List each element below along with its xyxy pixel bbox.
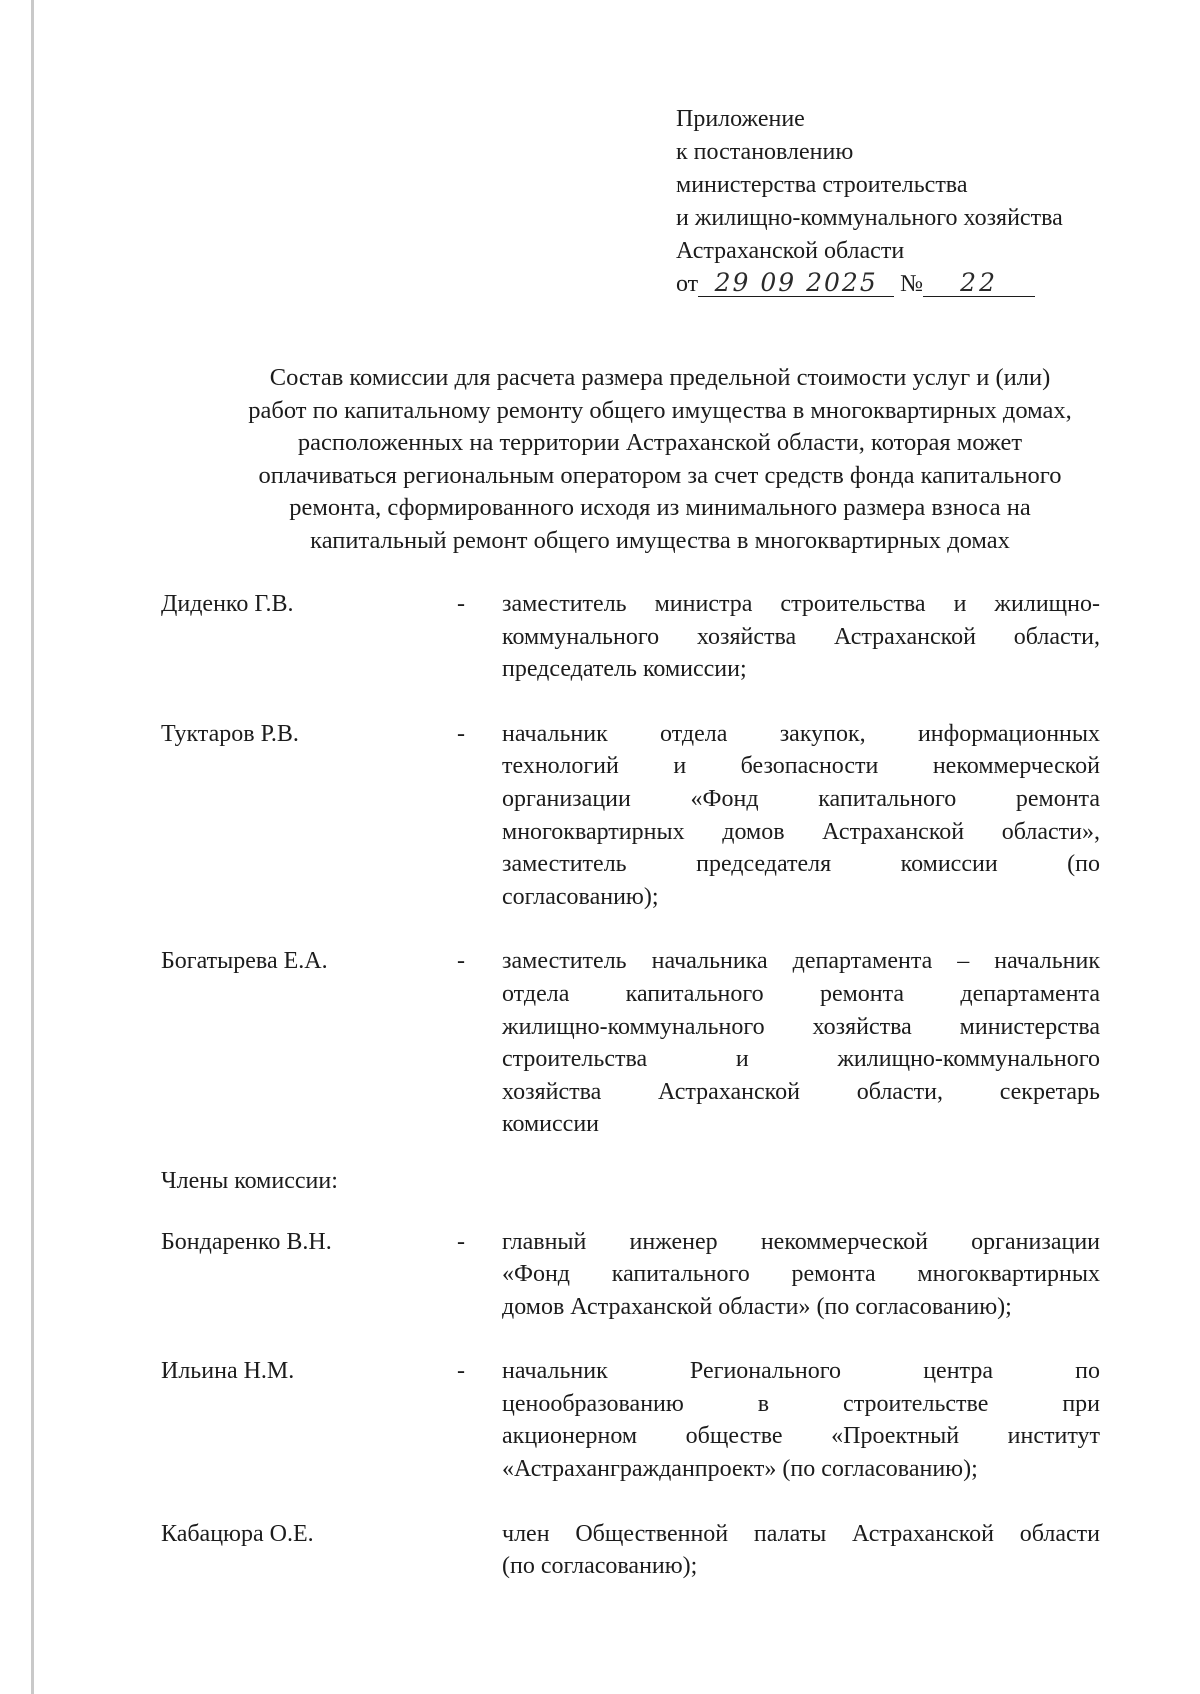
role-line: жилищно-коммунального хозяйства министерства (502, 1013, 1100, 1040)
member-name: Богатырева Е.А. (161, 948, 328, 975)
role-line: (по согласованию); (502, 1553, 698, 1580)
member-dash: - (457, 1228, 465, 1255)
role-line: член Общественной палаты Астраханской области (502, 1520, 1100, 1547)
member-name: Кабацюра О.Е. (161, 1520, 314, 1547)
role-line: акционерном обществе «Проектный институт (502, 1423, 1100, 1450)
member-role (502, 945, 1100, 1141)
member-name: Туктаров Р.В. (161, 720, 299, 747)
commission-entry (161, 1355, 1141, 1485)
title-line: расположенных на территории Астраханской области, которая может (297, 429, 1023, 457)
title-line: ремонта, сформированного исходя из минимального размера взноса на (289, 494, 1031, 522)
member-name: Диденко Г.В. (161, 591, 294, 617)
role-line: начальник Регионального центра по (502, 1358, 1100, 1385)
number-prefix: № (900, 271, 924, 297)
role-line: технологий и безопасности некоммерческой (502, 753, 1100, 780)
member-role (502, 1355, 1100, 1485)
member-role (502, 1518, 1100, 1583)
member-role (502, 1226, 1100, 1324)
date-prefix: от (676, 271, 699, 297)
handwritten-date: 29 09 2025 (698, 270, 894, 297)
member-dash: - (457, 720, 465, 747)
handwritten-number: 22 (923, 270, 1035, 297)
role-line: строительства и жилищно-коммунального (502, 1046, 1100, 1073)
role-line: «Астрахангражданпроект» (по согласованию); (502, 1456, 978, 1483)
members-heading: Члены комиссии: (161, 1167, 338, 1194)
role-line: главный инженер некоммерческой организации (502, 1228, 1100, 1255)
appendix-line: Приложение (676, 106, 805, 132)
appendix-block (676, 103, 1176, 301)
role-line: домов Астраханской области» (по согласованию); (502, 1293, 1012, 1320)
title-line: работ по капитальному ремонту общего имущества в многоквартирных домах, (248, 396, 1072, 424)
member-dash: - (457, 1358, 465, 1385)
member-dash: - (457, 591, 465, 617)
appendix-line: к постановлению (676, 139, 854, 165)
role-line: заместитель начальника департамента – начальник (502, 948, 1100, 975)
date-number-line (676, 268, 1176, 301)
role-line: многоквартирных домов Астраханской области», (502, 818, 1100, 845)
role-line: начальник отдела закупок, информационных (502, 720, 1100, 747)
role-line: председатель комиссии; (502, 656, 747, 683)
appendix-line: министерства строительства (676, 172, 968, 198)
appendix-line: и жилищно-коммунального хозяйства (676, 205, 1063, 231)
role-line: заместитель министра строительства и жилищно- (502, 591, 1100, 617)
page-edge-line (31, 0, 34, 1694)
role-line: ценообразованию в строительстве при (502, 1390, 1100, 1417)
member-name: Ильина Н.М. (161, 1358, 295, 1385)
role-line: хозяйства Астраханской области, секретарь (502, 1078, 1100, 1105)
commission-entry (161, 1226, 1141, 1324)
title-line: оплачиваться региональным оператором за счет средств фонда капитального (258, 461, 1062, 489)
role-line: согласованию); (502, 883, 659, 910)
title-line: капитальный ремонт общего имущества в многоквартирных домах (310, 526, 1010, 554)
commission-entry (161, 945, 1141, 1141)
member-name: Бондаренко В.Н. (161, 1228, 332, 1255)
role-line: «Фонд капитального ремонта многоквартирных (502, 1261, 1100, 1288)
appendix-line: Астраханской области (676, 238, 905, 264)
member-role (502, 588, 1100, 686)
role-line: коммунального хозяйства Астраханской области, (502, 623, 1100, 650)
document-title (160, 362, 1160, 558)
role-line: отдела капитального ремонта департамента (502, 980, 1100, 1007)
commission-entry (161, 1518, 1141, 1583)
commission-list (161, 588, 1141, 1583)
role-line: заместитель председателя комиссии (по (502, 851, 1100, 878)
role-line: организации «Фонд капитального ремонта (502, 785, 1100, 812)
commission-entry (161, 718, 1141, 914)
commission-entry (161, 588, 1141, 686)
title-line: Состав комиссии для расчета размера предельной стоимости услуг и (или) (269, 364, 1051, 391)
member-dash: - (457, 948, 465, 975)
member-role (502, 718, 1100, 914)
role-line: комиссии (502, 1111, 600, 1138)
